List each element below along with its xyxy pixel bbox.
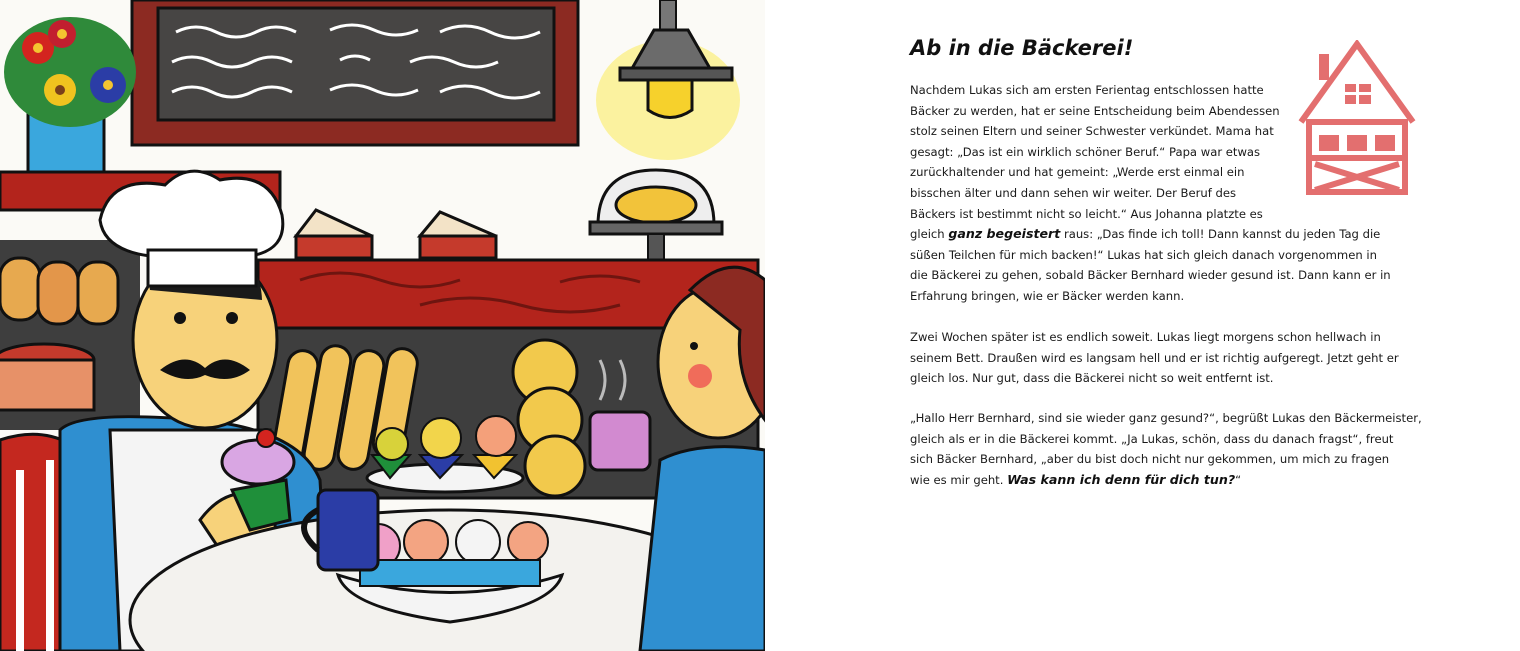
paragraph-3-emphasis: Was kann ich denn für dich tun? (1007, 471, 1236, 487)
paragraph-1 (910, 80, 1391, 307)
chalkboard (132, 0, 578, 145)
paragraph-3 (910, 408, 1422, 490)
paragraph-1-line-4: gesagt: „Das ist ein wirklich schöner Beruf.“ Papa war etwas (910, 144, 1261, 159)
paragraph-1-line-5: zurückhaltender und hat gemeint: „Werde erst einmal ein (910, 165, 1245, 180)
paragraph-3-text: „Hallo Herr Bernhard, sind sie wieder ganz gesund?“, begrüßt Lukas den Bäckermeister, gleich als er in die Bäckerei kommt. „Ja Lukas, schön, dass du danach fragst“, freut sich Bäcker Bernhard, „aber du bist doch nicht nur gekommen, um mich zu fragen wie es mir geht. (910, 411, 1422, 487)
paragraph-1-tail-before: gleich (910, 227, 949, 242)
paragraph-1-emphasis: ganz begeistert (948, 226, 1061, 242)
paragraph-1-line-1: Nachdem Lukas sich am ersten Ferientag entschlossen hatte (910, 83, 1264, 97)
paragraph-1-line-2: Bäcker zu werden, hat er seine Entscheidung beim Abendessen (910, 103, 1280, 118)
paragraph-1-line-3: stolz seinen Eltern und seiner Schwester verkündet. Mama hat (910, 124, 1274, 139)
story-page (765, 0, 1520, 651)
paragraph-3-closing-quote: “ (1235, 472, 1242, 487)
pastry-rolls (0, 258, 118, 324)
page-title: Ab in die Bäckerei! (910, 36, 1134, 60)
paragraph-1-tail-after: raus: „Das finde ich toll! Dann kannst du jeden Tag die süßen Teilchen für mich backen!“ Lukas hat sich gleich danach vorgenommen in die Bäckerei zu gehen, sobald Bäcker Bernhard wieder gesund ist. Dann kann er in Erfahrung bringen, wie er Bäcker werden kann. (910, 227, 1391, 303)
whole-cake (0, 344, 94, 410)
paragraph-1-line-6: bisschen älter und dann sehen wir weiter. Der Beruf des (910, 185, 1237, 200)
paragraph-2: Zwei Wochen später ist es endlich soweit. Lukas liegt morgens schon hellwach in seinem Bett. Draußen wird es langsam hell und er ist richtig aufgeregt. Jetzt geht er gleich los. Nur gut, dass die Bäckerei nicht so weit entfernt ist. (910, 330, 1399, 386)
paragraph-1-line-7: Bäckers ist bestimmt nicht so leicht.“ Aus Johanna platzte es (910, 206, 1263, 221)
